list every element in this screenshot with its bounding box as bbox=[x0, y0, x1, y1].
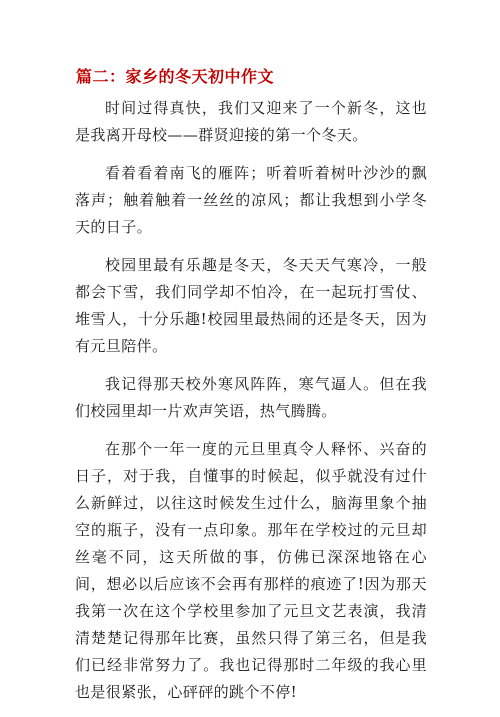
paragraph: 时间过得真快，我们又迎来了一个新冬，这也是我离开母校——群贤迎接的第一个冬天。 bbox=[75, 99, 427, 144]
paragraph: 校园里最有乐趣是冬天，冬天天气寒冷，一般都会下雪，我们同学却不怕冷，在一起玩打雪仗、堆雪人，十分乐趣!校园里最热闹的还是冬天，因为有元旦陪伴。 bbox=[75, 256, 427, 355]
document-title: 篇二：家乡的冬天初中作文 bbox=[76, 67, 275, 86]
paragraph: 我记得那天校外寒风阵阵，寒气逼人。但在我们校园里却一片欢声笑语，热气腾腾。 bbox=[75, 375, 427, 420]
paragraph: 看着看着南飞的雁阵；听着听着树叶沙沙的飘落声；触着触着一丝丝的凉风；都让我想到小学冬天的日子。 bbox=[75, 164, 427, 236]
paragraph: 在那个一年一度的元旦里真令人释怀、兴奋的日子，对于我，自懂事的时候起，似乎就没有过什么新鲜过，以往这时候发生过什么，脑海里象个抽空的瓶子，没有一点印象。那年在学校过的元旦却丝毫不同，这天所做的事，仿佛已深深地铬在心间，想必以后应该不会再有那样的痕迹了!因为那天我第一次在这个学校里参加了元旦文艺表演，我清清楚楚记得那年比赛，虽然只得了第三名，但是我们已经非常努力了。我也记得那时二年级的我心里也是很紧张，心砰砰的跳个不停! bbox=[75, 440, 427, 701]
document-body bbox=[75, 95, 427, 717]
